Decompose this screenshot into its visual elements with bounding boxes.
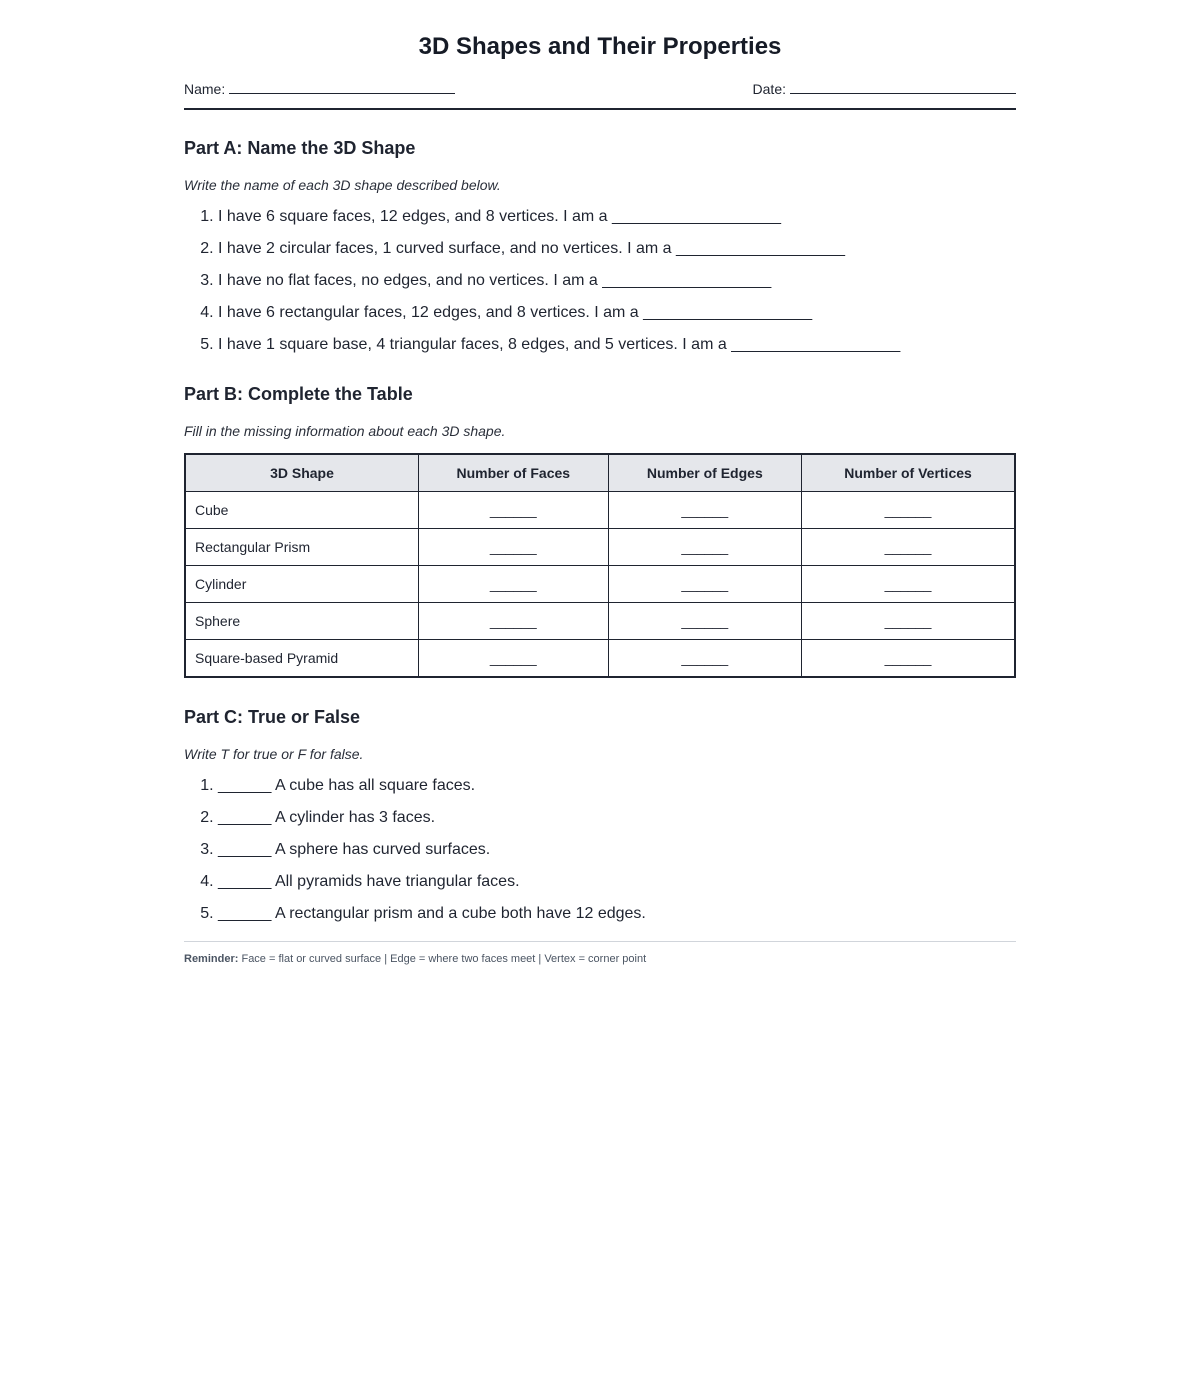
true-false-statement: 1. ______ A cube has all square faces.	[218, 776, 1016, 796]
edges-blank[interactable]: ______	[608, 529, 802, 566]
vertices-blank[interactable]: ______	[802, 603, 1015, 640]
worksheet-page	[184, 0, 1016, 966]
edges-blank[interactable]: ______	[608, 640, 802, 678]
edges-blank[interactable]: ______	[608, 566, 802, 603]
faces-blank[interactable]: ______	[419, 492, 609, 529]
part-a-question: 1. I have 6 square faces, 12 edges, and 8 vertices. I am a ___________________	[218, 207, 1016, 227]
vertices-blank[interactable]: ______	[802, 566, 1015, 603]
name-date-row	[184, 79, 1016, 110]
true-false-statement: 2. ______ A cylinder has 3 faces.	[218, 808, 1016, 828]
column-header-vertices: Number of Vertices	[802, 454, 1015, 492]
date-input-line[interactable]	[790, 79, 1016, 94]
part-a-title: Part A: Name the 3D Shape	[184, 138, 416, 158]
edges-blank[interactable]: ______	[608, 492, 802, 529]
part-a-question-list	[184, 207, 1016, 355]
shapes-table	[184, 453, 1016, 678]
vertices-blank[interactable]: ______	[802, 640, 1015, 678]
name-label: Name:	[184, 81, 226, 97]
reminder-text: Face = flat or curved surface | Edge = where two faces meet | Vertex = corner point	[241, 953, 647, 965]
faces-blank[interactable]: ______	[419, 640, 609, 678]
true-false-statement: 5. ______ A rectangular prism and a cube both have 12 edges.	[218, 904, 1016, 924]
table-row	[185, 492, 1015, 529]
date-section	[753, 79, 1016, 98]
vertices-blank[interactable]: ______	[802, 492, 1015, 529]
table-row	[185, 640, 1015, 678]
shape-name-cell: Sphere	[185, 603, 419, 640]
column-header-faces: Number of Faces	[419, 454, 609, 492]
table-row	[185, 603, 1015, 640]
part-b-title: Part B: Complete the Table	[184, 384, 413, 404]
page-title: 3D Shapes and Their Properties	[418, 33, 782, 60]
reminder-footer	[184, 941, 1016, 966]
part-a-question: 3. I have no flat faces, no edges, and no vertices. I am a ___________________	[218, 271, 1016, 291]
shape-name-cell: Square-based Pyramid	[185, 640, 419, 678]
part-a-question: 4. I have 6 rectangular faces, 12 edges, and 8 vertices. I am a ___________________	[218, 303, 1016, 323]
part-a-question: 2. I have 2 circular faces, 1 curved surface, and no vertices. I am a ___________________	[218, 239, 1016, 259]
shape-name-cell: Cube	[185, 492, 419, 529]
part-c-title: Part C: True or False	[184, 707, 361, 727]
name-section	[184, 79, 455, 98]
column-header-shape: 3D Shape	[185, 454, 419, 492]
shape-name-cell: Cylinder	[185, 566, 419, 603]
vertices-blank[interactable]: ______	[802, 529, 1015, 566]
shape-name-cell: Rectangular Prism	[185, 529, 419, 566]
faces-blank[interactable]: ______	[419, 603, 609, 640]
true-false-statement: 4. ______ All pyramids have triangular faces.	[218, 872, 1016, 892]
column-header-edges: Number of Edges	[608, 454, 802, 492]
table-header-row	[185, 454, 1015, 492]
name-input-line[interactable]	[229, 79, 455, 94]
table-row	[185, 566, 1015, 603]
reminder-label: Reminder:	[184, 953, 239, 965]
part-c-statement-list	[184, 776, 1016, 924]
edges-blank[interactable]: ______	[608, 603, 802, 640]
part-a-question: 5. I have 1 square base, 4 triangular faces, 8 edges, and 5 vertices. I am a ___________________	[218, 335, 1016, 355]
true-false-statement: 3. ______ A sphere has curved surfaces.	[218, 840, 1016, 860]
faces-blank[interactable]: ______	[419, 566, 609, 603]
faces-blank[interactable]: ______	[419, 529, 609, 566]
part-b-instruction: Fill in the missing information about each 3D shape.	[184, 423, 506, 439]
part-c-instruction: Write T for true or F for false.	[184, 746, 364, 762]
date-label: Date:	[752, 81, 786, 97]
part-a-instruction: Write the name of each 3D shape described below.	[184, 177, 501, 193]
table-row	[185, 529, 1015, 566]
